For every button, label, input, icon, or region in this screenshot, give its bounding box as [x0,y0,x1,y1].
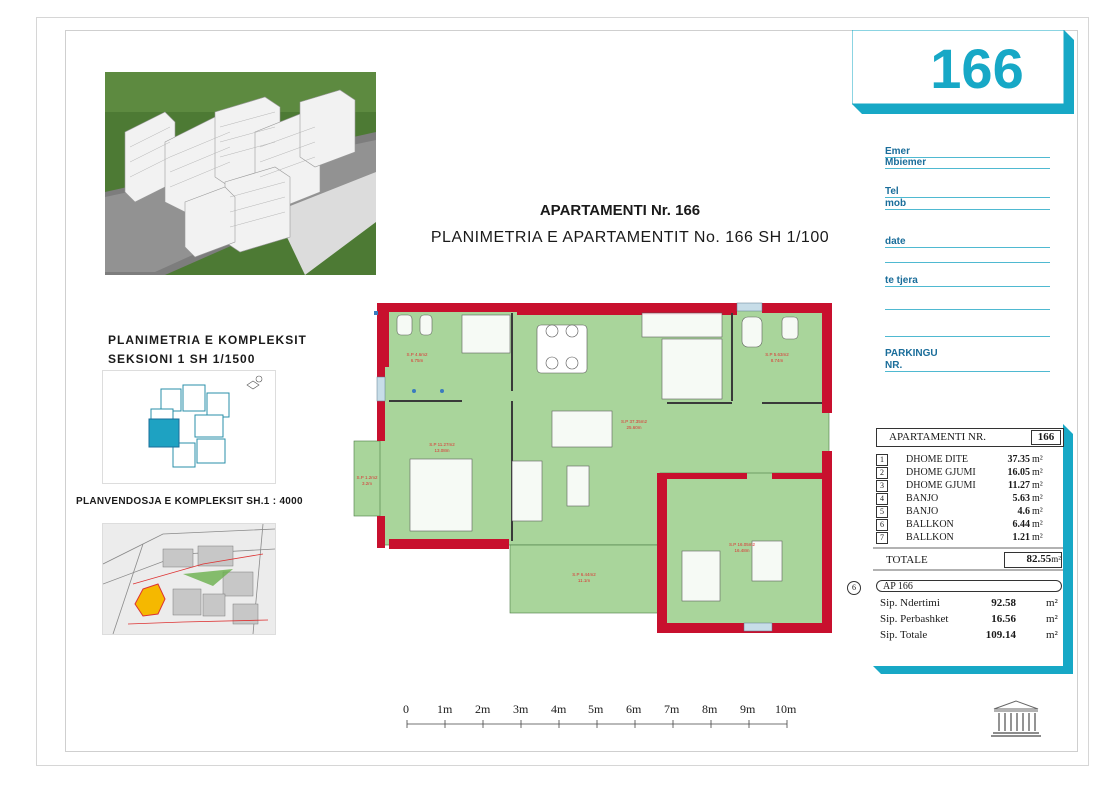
form-field-parking[interactable]: PARKINGU [885,348,938,359]
apartment-nr-header: APARTAMENTI NR. 166 [876,428,1064,447]
building-logo-icon [990,699,1042,739]
scale-tick: 7m [664,702,680,716]
complex-plan-title-line1: PLANIMETRIA E KOMPLEKSIT [108,333,307,347]
complex-plan-title-line2: SEKSIONI 1 SH 1/1500 [108,352,256,366]
form-field-mob[interactable]: mob [885,198,1050,210]
label-bath-2: S.P 5.63m2 [765,352,789,357]
label-living: S.P 37.35m2 [621,419,647,424]
scale-tick: 10m [775,702,797,716]
label-bath-1: S.P 4.6m2 [406,352,428,357]
room-row: 3 DHOME GJUMI 11.27 m² [876,480,1062,493]
svg-text:3.2m: 3.2m [361,481,373,486]
label-balcony-2: S.P 1.2m2 [356,475,378,480]
scale-tick: 8m [702,702,718,716]
floor-plan [352,301,832,637]
form-field-blank-a[interactable] [885,262,1050,263]
room-areas-table [852,424,1073,674]
summary-row: Sip. Totale 109.14 m² [880,629,1058,641]
form-field-name[interactable]: Emer [885,146,1050,158]
scale-tick: 4m [551,702,567,716]
svg-text:11.1m: 11.1m [577,578,591,583]
svg-text:8.74m: 8.74m [770,358,784,363]
room-row: 1 DHOME DITE 37.35 m² [876,454,1062,467]
summary-row: Sip. Ndertimi 92.58 m² [880,597,1058,609]
summary-row: Sip. Perbashket 16.56 m² [880,613,1058,625]
label-bedroom-1: S.P 16.05m2 [729,542,755,547]
label-bedroom-2: S.P 11.27m2 [429,442,455,447]
building-render-image [105,72,376,275]
floor-plan-subtitle: PLANIMETRIA E APARTAMENTIT No. 166 SH 1/100 [430,229,830,246]
room-row: 2 DHOME GJUMI 16.05 m² [876,467,1062,480]
complex-plan-title [108,331,307,369]
form-field-surname[interactable]: Mbiemer [885,157,1050,169]
form-field-blank-b[interactable] [885,309,1050,310]
label-balcony-1: S.P 6.44m2 [572,572,596,577]
scale-tick: 1m [437,702,453,716]
total-row: TOTALE 82.55m² [886,553,1061,566]
svg-text:16.48m: 16.48m [734,548,750,553]
svg-text:6.75m: 6.75m [410,358,424,363]
form-field-tel[interactable]: Tel [885,186,1050,198]
form-field-date[interactable]: date [885,236,1050,248]
plan-marker: 6 [847,581,861,595]
total-value: 82.55m² [1004,552,1062,568]
room-row: 7 BALLKON 1.21 m² [876,532,1062,545]
room-row: 4 BANJO 5.63 m² [876,493,1062,506]
scale-tick: 3m [513,702,529,716]
site-plan-title: PLANVENDOSJA E KOMPLEKSIT SH.1 : 4000 [76,496,303,507]
scale-tick: 0 [403,702,409,716]
apartment-number: 166 [930,37,1024,100]
scale-tick: 2m [475,702,491,716]
apartment-title: APARTAMENTI Nr. 166 [539,202,701,219]
scale-tick: 6m [626,702,642,716]
svg-text:25.60m: 25.60m [626,425,642,430]
form-field-parking-nr[interactable]: NR. [885,360,1050,372]
form-field-blank-c[interactable] [885,336,1050,337]
complex-plan-thumbnail [102,370,276,484]
ap-label: AP 166 [876,580,1062,592]
scale-tick: 9m [740,702,756,716]
scale-bar [400,702,820,732]
room-row: 5 BANJO 4.6 m² [876,506,1062,519]
apartment-nr-value: 166 [1031,430,1061,445]
scale-tick: 5m [588,702,604,716]
form-field-other[interactable]: te tjera [885,275,1050,287]
svg-text:13.08m: 13.08m [434,448,450,453]
site-plan-thumbnail [102,523,276,635]
apartment-number-tab [852,30,1074,115]
room-row: 6 BALLKON 6.44 m² [876,519,1062,532]
